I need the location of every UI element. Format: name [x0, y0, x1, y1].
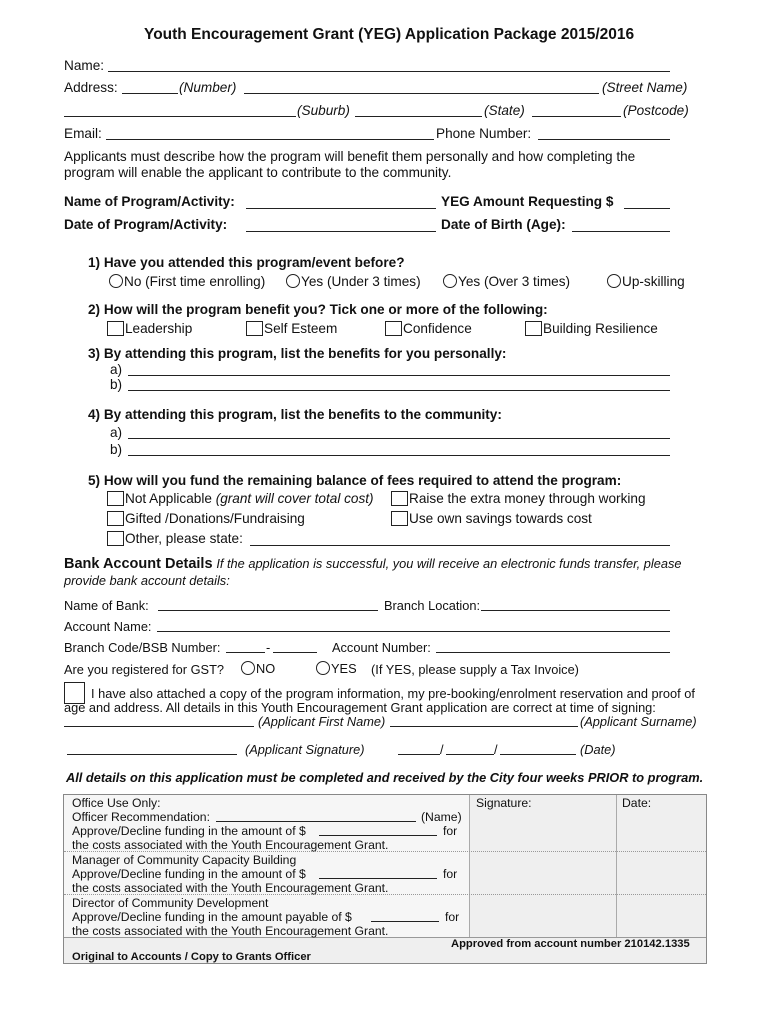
first-name-label: (Applicant First Name) [258, 714, 386, 729]
q1-option-first-time[interactable]: No (First time enrolling) [109, 274, 265, 289]
q2-label: 2) How will the program benefit you? Tick one or more of the following: [88, 302, 548, 317]
q5-other-field[interactable] [250, 545, 670, 546]
q2-option-confidence[interactable]: Confidence [385, 321, 472, 336]
radio-icon [109, 274, 123, 288]
checkbox-icon [107, 511, 124, 526]
costs-line-2: the costs associated with the Youth Encouragement Grant. [72, 881, 389, 895]
declaration-line-1: I have also attached a copy of the program information, my pre-booking/enrolment reservation and proof of [91, 686, 695, 701]
bank-heading-line [64, 556, 682, 572]
approve-amount-2[interactable] [319, 878, 437, 879]
declaration-line-2: age and address. All details in this Youth Encouragement Grant application are correct at time of signing: [64, 700, 656, 715]
amount-label: YEG Amount Requesting $ [441, 194, 614, 209]
checkbox-icon [107, 321, 124, 336]
q4-a-field[interactable] [128, 438, 670, 439]
bank-note-line-2: provide bank account details: [64, 573, 230, 588]
bsb-field-1[interactable] [226, 652, 265, 653]
date-month-field[interactable] [446, 754, 494, 755]
first-name-field[interactable] [64, 726, 254, 727]
postcode-field[interactable] [532, 116, 621, 117]
surname-label: (Applicant Surname) [580, 714, 697, 729]
q3-a-field[interactable] [128, 375, 670, 376]
q5-option-savings[interactable]: Use own savings towards cost [391, 511, 592, 526]
street-field[interactable] [244, 93, 599, 94]
address-number-field[interactable] [122, 93, 178, 94]
date-slash-1: / [440, 742, 444, 757]
q4-b-field[interactable] [128, 455, 670, 456]
approve-amount-1[interactable] [319, 835, 437, 836]
checkbox-icon [107, 531, 124, 546]
amount-field[interactable] [624, 208, 670, 209]
radio-icon [316, 661, 330, 675]
phone-label: Phone Number: [436, 126, 532, 141]
bank-name-label: Name of Bank: [64, 598, 149, 613]
gst-no-option[interactable]: NO [241, 661, 275, 676]
radio-icon [443, 274, 457, 288]
q5-label: 5) How will you fund the remaining balance of fees required to attend the program: [88, 473, 622, 488]
q2-option-leadership[interactable]: Leadership [107, 321, 192, 336]
page-title: Youth Encouragement Grant (YEG) Application Package 2015/2016 [144, 26, 635, 43]
address-label: Address: [64, 80, 118, 95]
suburb-label: (Suburb) [297, 103, 350, 118]
costs-line-3: the costs associated with the Youth Encouragement Grant. [72, 924, 389, 938]
signature-label: (Applicant Signature) [245, 742, 365, 757]
bank-heading: Bank Account Details [64, 556, 213, 572]
surname-field[interactable] [390, 726, 578, 727]
checkbox-icon [525, 321, 542, 336]
gst-note: (If YES, please supply a Tax Invoice) [371, 662, 579, 677]
phone-field[interactable] [538, 139, 670, 140]
office-use-table [63, 794, 707, 964]
account-name-field[interactable] [157, 631, 670, 632]
q4-a-label: a) [110, 425, 123, 440]
radio-icon [286, 274, 300, 288]
manager-title: Manager of Community Capacity Building [72, 853, 297, 867]
officer-name-tag: (Name) [421, 810, 462, 824]
program-date-field[interactable] [246, 231, 436, 232]
radio-icon [607, 274, 621, 288]
approve-amount-3[interactable] [371, 921, 439, 922]
bsb-label: Branch Code/BSB Number: [64, 640, 221, 655]
q3-label: 3) By attending this program, list the benefits for you personally: [88, 346, 507, 361]
approve-line-3: Approve/Decline funding in the amount payable of $ [72, 910, 352, 924]
gst-question: Are you registered for GST? [64, 662, 225, 677]
branch-location-label: Branch Location: [384, 598, 481, 613]
for-3: for [445, 910, 460, 924]
q1-label: 1) Have you attended this program/event before? [88, 255, 405, 270]
office-header: Office Use Only: [72, 796, 161, 810]
checkbox-icon [391, 511, 408, 526]
costs-line-1: the costs associated with the Youth Encouragement Grant. [72, 838, 389, 852]
dob-label: Date of Birth (Age): [441, 217, 566, 232]
approve-line-2: Approve/Decline funding in the amount of $ [72, 867, 306, 881]
q2-option-self-esteem[interactable]: Self Esteem [246, 321, 337, 336]
checkbox-icon [391, 491, 408, 506]
for-2: for [443, 867, 458, 881]
account-number-note: Approved from account number 210142.1335 [451, 938, 690, 950]
q5-option-not-applicable[interactable]: Not Applicable (grant will cover total cost) [107, 491, 374, 506]
q1-option-upskilling[interactable]: Up-skilling [607, 274, 685, 289]
q3-b-label: b) [110, 377, 123, 392]
office-date-label: Date: [622, 796, 652, 810]
name-label: Name: [64, 58, 105, 73]
checkbox-icon [385, 321, 402, 336]
date-year-field[interactable] [500, 754, 576, 755]
intro-line-2: program will enable the applicant to contribute to the community. [64, 165, 452, 180]
q4-label: 4) By attending this program, list the benefits to the community: [88, 407, 502, 422]
q3-b-field[interactable] [128, 390, 670, 391]
q3-a-label: a) [110, 362, 123, 377]
program-name-label: Name of Program/Activity: [64, 194, 235, 209]
checkbox-icon [107, 491, 124, 506]
email-field[interactable] [106, 139, 434, 140]
suburb-field[interactable] [64, 116, 296, 117]
gst-yes-option[interactable]: YES [316, 661, 357, 676]
q5-option-gifted[interactable]: Gifted /Donations/Fundraising [107, 511, 305, 526]
state-label: (State) [484, 103, 525, 118]
number-label: (Number) [179, 80, 237, 95]
bsb-separator: - [266, 640, 271, 655]
q2-option-resilience[interactable]: Building Resilience [525, 321, 658, 336]
program-date-label: Date of Program/Activity: [64, 217, 228, 232]
date-day-field[interactable] [398, 754, 440, 755]
dob-field[interactable] [572, 231, 670, 232]
for-1: for [443, 824, 458, 838]
bank-name-field[interactable] [158, 610, 378, 611]
q1-option-over-3[interactable]: Yes (Over 3 times) [443, 274, 570, 289]
office-signature-label: Signature: [476, 796, 532, 810]
account-name-label: Account Name: [64, 619, 152, 634]
q4-b-label: b) [110, 442, 123, 457]
state-field[interactable] [355, 116, 482, 117]
signature-field[interactable] [67, 754, 237, 755]
q5-option-other[interactable]: Other, please state: [107, 531, 243, 546]
intro-line-1: Applicants must describe how the program will benefit them personally and how completing the [64, 149, 636, 164]
radio-icon [241, 661, 255, 675]
officer-name-field[interactable] [216, 821, 416, 822]
program-name-field[interactable] [246, 208, 436, 209]
q1-option-under-3[interactable]: Yes (Under 3 times) [286, 274, 421, 289]
street-label: (Street Name) [602, 80, 688, 95]
director-title: Director of Community Development [72, 896, 269, 910]
date-label: (Date) [580, 742, 616, 757]
email-label: Email: [64, 126, 102, 141]
bank-note-line-1: If the application is successful, you will receive an electronic funds transfer, please [216, 556, 682, 571]
date-slash-2: / [494, 742, 498, 757]
postcode-label: (Postcode) [623, 103, 689, 118]
account-number-label: Account Number: [332, 640, 431, 655]
checkbox-icon [246, 321, 263, 336]
original-note: Original to Accounts / Copy to Grants Officer [72, 951, 311, 963]
notice: All details on this application must be completed and received by the City four weeks PRIOR to program. [66, 770, 704, 785]
approve-line-1: Approve/Decline funding in the amount of $ [72, 824, 306, 838]
account-number-field[interactable] [436, 652, 670, 653]
bsb-field-2[interactable] [273, 652, 317, 653]
q5-option-raise[interactable]: Raise the extra money through working [391, 491, 646, 506]
officer-recommendation: Officer Recommendation: [72, 810, 210, 824]
branch-location-field[interactable] [481, 610, 670, 611]
name-field[interactable] [108, 71, 670, 72]
